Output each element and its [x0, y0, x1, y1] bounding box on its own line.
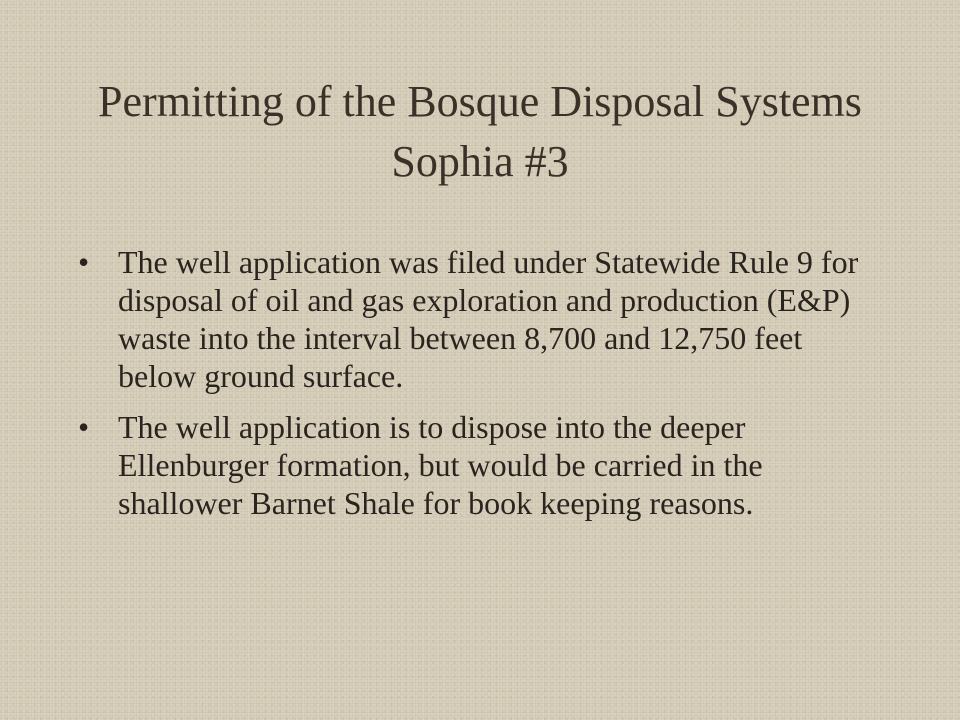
- bullet-list: [78, 243, 888, 535]
- bullet-item-2: [78, 408, 888, 522]
- bullet-item-1: [78, 243, 888, 395]
- bullet-text-1: The well application was filed under Statewide Rule 9 for disposal of oil and gas exploration and production (E&P) waste into the interval between 8,700 and 12,750 feet below ground surface.: [118, 244, 859, 394]
- bullet-text-2: The well application is to dispose into the deeper Ellenburger formation, but would be carried in the shallower Barnet Shale for book keeping reasons.: [118, 409, 763, 521]
- bullet-dot-icon: •: [78, 409, 90, 445]
- slide-title: Permitting of the Bosque Disposal Systems Sophia #3: [98, 77, 862, 186]
- bullet-dot-icon: •: [78, 244, 90, 280]
